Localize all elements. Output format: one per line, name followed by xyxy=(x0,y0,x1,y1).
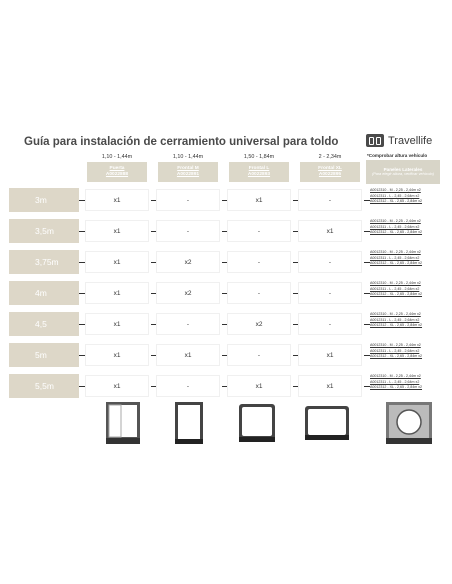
column-name: Frontal XL xyxy=(318,166,342,172)
column-code: A0022893 xyxy=(247,172,271,177)
table-cell: x1 xyxy=(85,220,149,242)
table-cell: - xyxy=(227,251,291,273)
table-cell: - xyxy=(227,344,291,366)
side-panel-note-text: A0012312 - XL - 2,65 - 2,84m x2 xyxy=(370,230,423,235)
side-panel-notes xyxy=(370,219,442,236)
table-cell: x1 xyxy=(227,189,291,211)
side-panel-note-text: A0012311 - L - 2,45 - 2,64m x2 xyxy=(370,193,420,198)
brand xyxy=(366,134,432,147)
side-panel-note xyxy=(370,230,442,236)
table-cell: - xyxy=(156,313,220,335)
front-l-panel-image xyxy=(237,400,277,446)
side-panel-note-text: A0012310 - M - 2,25 - 2,44m x2 xyxy=(370,188,421,192)
column-dimension: 1,50 - 1,84m xyxy=(243,154,275,160)
row-label: 3,75m xyxy=(9,250,79,274)
table-cell: - xyxy=(227,282,291,304)
table-cell: x1 xyxy=(85,189,149,211)
column-header xyxy=(300,162,360,182)
side-panel-notes xyxy=(370,374,442,391)
travellife-logo-icon xyxy=(366,134,384,147)
side-panel-note-text: A0012310 - M - 2,25 - 2,44m x2 xyxy=(370,374,421,378)
table-cell: x1 xyxy=(85,282,149,304)
side-panel-note-text: A0012312 - XL - 2,65 - 2,84m x2 xyxy=(370,261,423,266)
side-panel-note-text: A0012311 - L - 2,45 - 2,64m x2 xyxy=(370,379,420,384)
table-cell: x2 xyxy=(156,282,220,304)
side-panel-note-text: A0012310 - M - 2,25 - 2,44m x2 xyxy=(370,250,421,254)
side-panel-note-text: A0012312 - XL - 2,65 - 2,84m x2 xyxy=(370,354,423,359)
side-panel-note-text: A0012311 - L - 2,45 - 2,64m x2 xyxy=(370,286,420,291)
table-cell: x1 xyxy=(298,344,362,366)
table-cell: - xyxy=(156,220,220,242)
table-cell: x1 xyxy=(156,344,220,366)
row-label: 3m xyxy=(9,188,79,212)
column-dimension: 2 - 2,34m xyxy=(318,154,342,160)
page-title: Guía para instalación de cerramiento universal para toldo xyxy=(24,136,339,148)
side-panel-note-text: A0012310 - M - 2,25 - 2,44m x2 xyxy=(370,312,421,316)
brand-name: Travellife xyxy=(388,134,433,147)
side-panel-notes xyxy=(370,250,442,267)
table-cell: x2 xyxy=(227,313,291,335)
side-panel-note-text: A0012311 - L - 2,45 - 2,64m x2 xyxy=(370,348,420,353)
side-panel-note-text: A0012312 - XL - 2,65 - 2,84m x2 xyxy=(370,385,423,390)
column-code: A0022891 xyxy=(176,172,200,177)
side-panel-note xyxy=(370,385,442,391)
side-panel-note xyxy=(370,261,442,267)
front-m-panel-image xyxy=(173,400,205,446)
column-header xyxy=(87,162,147,182)
column-name: Puerta xyxy=(109,166,125,172)
side-panel-note-text: A0012311 - L - 2,45 - 2,64m x2 xyxy=(370,317,420,322)
row-label: 4m xyxy=(9,281,79,305)
table-cell: - xyxy=(298,251,362,273)
side-panel-notes xyxy=(370,343,442,360)
table-cell: - xyxy=(156,375,220,397)
row-label: 4,5 xyxy=(9,312,79,336)
column-header xyxy=(229,162,289,182)
column-code: A0022888 xyxy=(105,172,129,177)
side-panel-note-text: A0012310 - M - 2,25 - 2,44m x2 xyxy=(370,281,421,285)
side-panel-note-text: A0012312 - XL - 2,65 - 2,84m x2 xyxy=(370,323,423,328)
check-note: *Comprobar altura vehículo xyxy=(367,153,428,158)
column-dimension: 1,10 - 1,44m xyxy=(101,154,133,160)
side-panel-note-text: A0012310 - M - 2,25 - 2,44m x2 xyxy=(370,343,421,347)
column-code: A0022895 xyxy=(318,172,342,177)
side-panel-image xyxy=(384,400,434,446)
side-panel-note-text: A0012312 - XL - 2,65 - 2,84m x2 xyxy=(370,199,423,204)
row-label: 3,5m xyxy=(9,219,79,243)
side-panel-note-text: A0012311 - L - 2,45 - 2,64m x2 xyxy=(370,224,420,229)
side-panel-notes xyxy=(370,188,442,205)
table-cell: x1 xyxy=(227,375,291,397)
table-cell: x1 xyxy=(298,220,362,242)
table-cell: - xyxy=(298,313,362,335)
side-panel-note-text: A0012310 - M - 2,25 - 2,44m x2 xyxy=(370,219,421,223)
table-cell: - xyxy=(156,189,220,211)
side-panel-notes xyxy=(370,281,442,298)
column-name: Frontal L xyxy=(248,166,270,172)
side-panel-note xyxy=(370,199,442,205)
row-label: 5,5m xyxy=(9,374,79,398)
table-cell: x1 xyxy=(85,375,149,397)
table-cell: x1 xyxy=(298,375,362,397)
door-panel-image xyxy=(104,400,142,446)
table-cell: - xyxy=(298,189,362,211)
side-panels-header: Paneles Laterales (Para elegir altura, verificar vehículo) xyxy=(366,160,440,184)
side-panel-note xyxy=(370,292,442,298)
column-dimension: 1,10 - 1,44m xyxy=(172,154,204,160)
side-panel-note xyxy=(370,354,442,360)
table-cell: - xyxy=(298,282,362,304)
column-name: Frontal M xyxy=(177,166,199,172)
side-panel-note-text: A0012311 - L - 2,45 - 2,64m x2 xyxy=(370,255,420,260)
side-panel-note xyxy=(370,323,442,329)
table-cell: x1 xyxy=(85,313,149,335)
side-panel-notes xyxy=(370,312,442,329)
table-cell: x1 xyxy=(85,344,149,366)
side-panel-note-text: A0012312 - XL - 2,65 - 2,84m x2 xyxy=(370,292,423,297)
column-header xyxy=(158,162,218,182)
table-cell: - xyxy=(227,220,291,242)
front-xl-panel-image xyxy=(303,400,351,446)
table-cell: x1 xyxy=(85,251,149,273)
table-cell: x2 xyxy=(156,251,220,273)
row-label: 5m xyxy=(9,343,79,367)
